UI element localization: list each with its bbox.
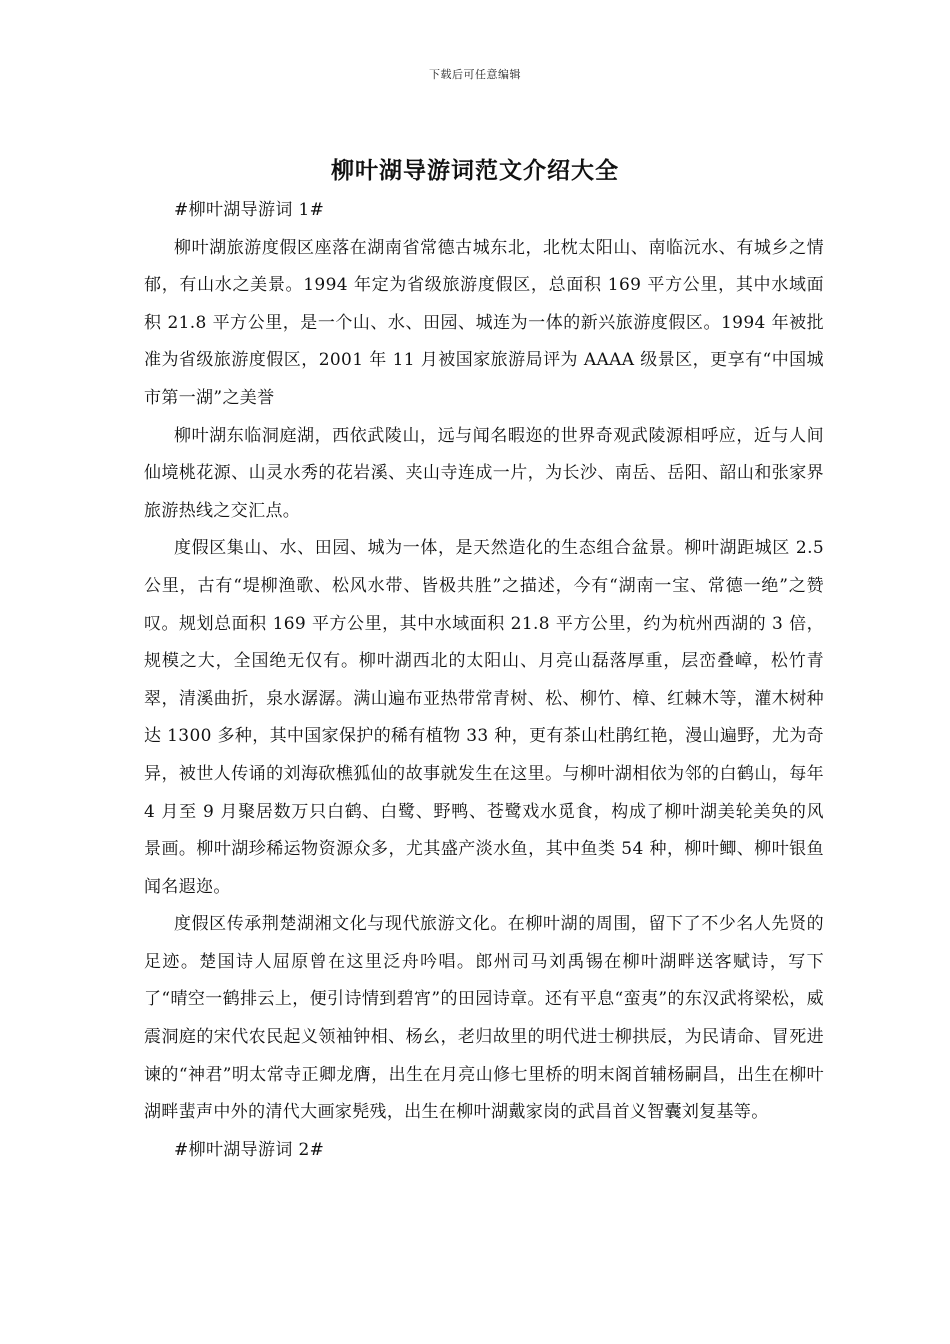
body-paragraph: 度假区传承荆楚湖湘文化与现代旅游文化。在柳叶湖的周围，留下了不少名人先贤的足迹。楚国诗人屈原曾在这里泛舟吟唱。郎州司马刘禹锡在柳叶湖畔送客赋诗，写下了“晴空一鹤排云上，便引诗情到碧宵”的田园诗章。还有平息“蛮夷”的东汉武将梁松，威震洞庭的宋代农民起义领袖钟相、杨幺，老归故里的明代进士柳拱辰，为民请命、冒死进谏的“神君”明太常寺正卿龙膺，出生在月亮山修七里桥的明末阁首辅杨嗣昌，出生在柳叶湖畔蜚声中外的清代大画家髡残，出生在柳叶湖戴家岗的武昌首义智囊刘复基等。 bbox=[144, 914, 824, 1123]
body-paragraph: 柳叶湖旅游度假区座落在湖南省常德古城东北，北枕太阳山、南临沅水、有城乡之情郁，有山水之美景。1994 年定为省级旅游度假区，总面积 169 平方公里，其中水域面积 21.8 平方公里，是一个山、水、田园、城连为一体的新兴旅游度假区。1994 年被批准为省级旅游度假区，2001 年 11 月被国家旅游局评为 AAAA 级景区，更享有“中国城市第一湖”之美誉 bbox=[144, 237, 824, 408]
header-note: 下载后可任意编辑 bbox=[429, 68, 521, 81]
section-heading-1: #柳叶湖导游词 1# bbox=[174, 200, 325, 220]
document-title: 柳叶湖导游词范文介绍大全 bbox=[331, 157, 619, 184]
body-paragraph: 度假区集山、水、田园、城为一体，是天然造化的生态组合盆景。柳叶湖距城区 2.5 公里，古有“堤柳渔歌、松风水带、皆极共胜”之描述，今有“湖南一宝、常德一绝”之赞叹。规划总面积 169 平方公里，其中水域面积 21.8 平方公里，约为杭州西湖的 3 倍，规模之大，全国绝无仅有。柳叶湖西北的太阳山、月亮山磊落厚重，层峦叠嶂，松竹青翠，清溪曲折，泉水潺潺。满山遍布亚热带常青树、松、柳竹、樟、红棘木等，灌木树种达 1300 多种，其中国家保护的稀有植物 33 种，更有茶山杜鹃红艳，漫山遍野，尤为奇异，被世人传诵的刘海砍樵狐仙的故事就发生在这里。与柳叶湖相依为邻的白鹤山，每年 4 月至 9 月聚居数万只白鹤、白鹭、野鸭、苍鹭戏水觅食，构成了柳叶湖美轮美奂的风景画。柳叶湖珍稀运物资源众多，尤其盛产淡水鱼，其中鱼类 54 种，柳叶鲫、柳叶银鱼闻名遐迩。 bbox=[144, 538, 824, 897]
section-heading-2: #柳叶湖导游词 2# bbox=[174, 1139, 325, 1160]
document-body bbox=[144, 192, 824, 1169]
body-paragraph: 柳叶湖东临洞庭湖，西依武陵山，远与闻名暇迩的世界奇观武陵源相呼应，近与人间仙境桃花源、山灵水秀的花岩溪、夹山寺连成一片，为长沙、南岳、岳阳、韶山和张家界旅游热线之交汇点。 bbox=[144, 425, 824, 521]
